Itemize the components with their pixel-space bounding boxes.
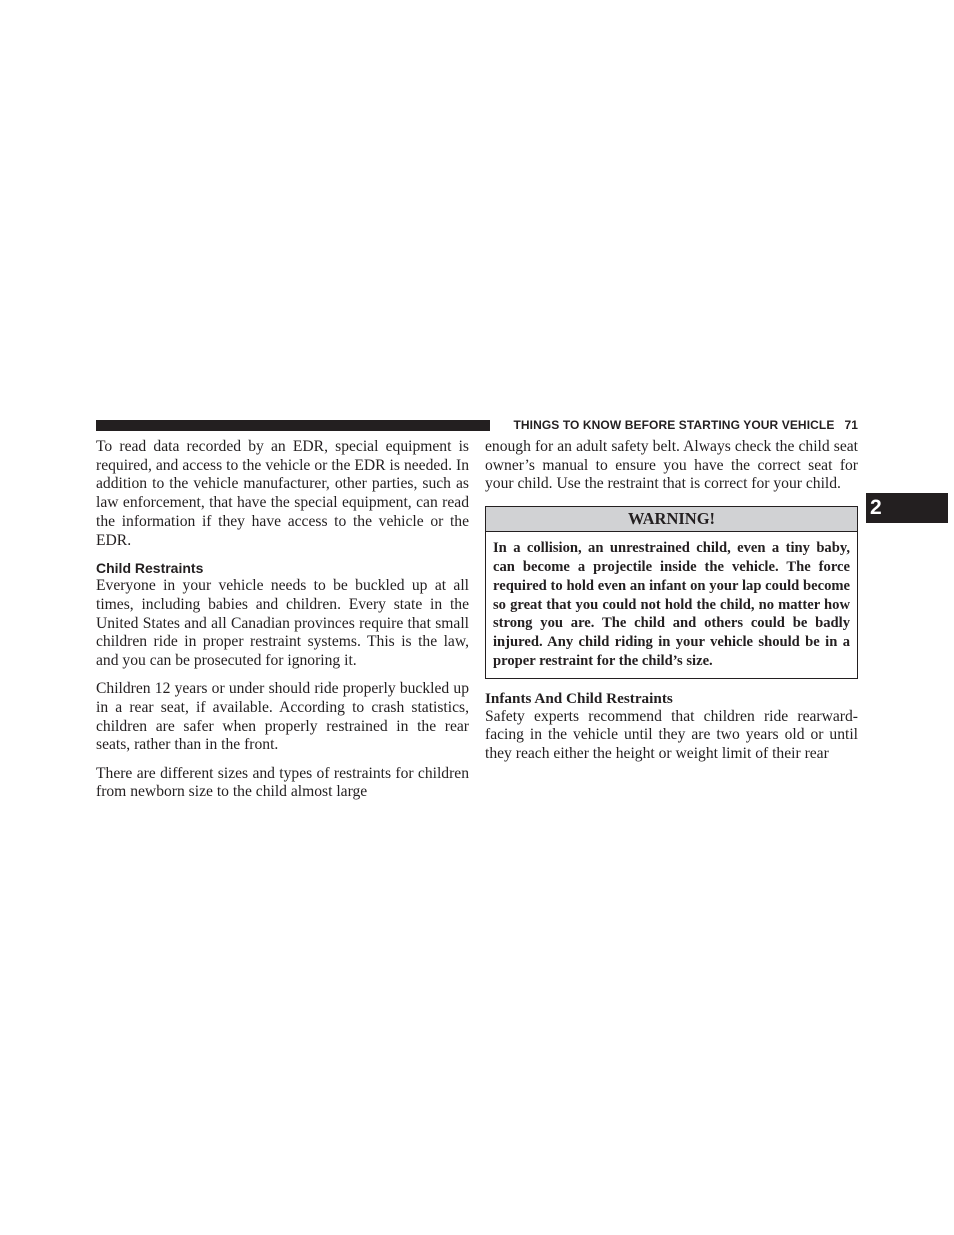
left-column — [96, 438, 469, 802]
warning-body: In a collision, an unrestrained child, even a tiny baby, can become a projectile inside the vehicle. The force required to hold even an infant on your lap could become so great that you could not hold the child, no matter how strong you are. The child and others could be badly injured. Any child riding in your vehicle should be in a proper restraint for the child’s size. — [493, 540, 850, 669]
body-paragraph: There are different sizes and types of restraints for children from newborn size to the child almost large — [96, 764, 469, 801]
body-paragraph: Safety experts recommend that children ride rearward-facing in the vehicle until they are two years old or until they reach either the height or weight limit of their rear — [485, 707, 858, 763]
warning-box — [485, 506, 858, 679]
header-rule — [96, 420, 490, 431]
subheading-infants-child-restraints: Infants And Child Restraints — [485, 689, 673, 707]
warning-title: WARNING! — [486, 507, 857, 532]
intro-paragraph: To read data recorded by an EDR, special equipment is required, and access to the vehicle or the EDR is needed. In addition to the vehicle manufacturer, other parties, such as law enforcement, that have the special equipment, can read the information if they have access to the vehicle or the EDR. — [96, 438, 469, 549]
section-heading-child-restraints: Child Restraints — [96, 560, 204, 577]
header-section-title: THINGS TO KNOW BEFORE STARTING YOUR VEHICLE — [513, 418, 835, 432]
page-number: 71 — [844, 418, 858, 432]
body-paragraph: Everyone in your vehicle needs to be buckled up at all times, including babies and children. Every state in the United States and all Canadian provinces require that small children ride in proper restraint systems. This is the law, and you can be prosecuted for ignoring it. — [96, 577, 469, 670]
running-header — [497, 417, 858, 433]
body-paragraph: Children 12 years or under should ride properly buckled up in a rear seat, if available. According to crash statistics, children are safer when properly restrained in the rear seats, rather than in the front. — [96, 680, 469, 754]
chapter-tab: 2 — [866, 493, 948, 523]
continuation-paragraph: enough for an adult safety belt. Always check the child seat owner’s manual to ensure you have the correct seat for your child. Use the restraint that is correct for your child. — [485, 438, 858, 493]
right-column — [485, 438, 858, 764]
